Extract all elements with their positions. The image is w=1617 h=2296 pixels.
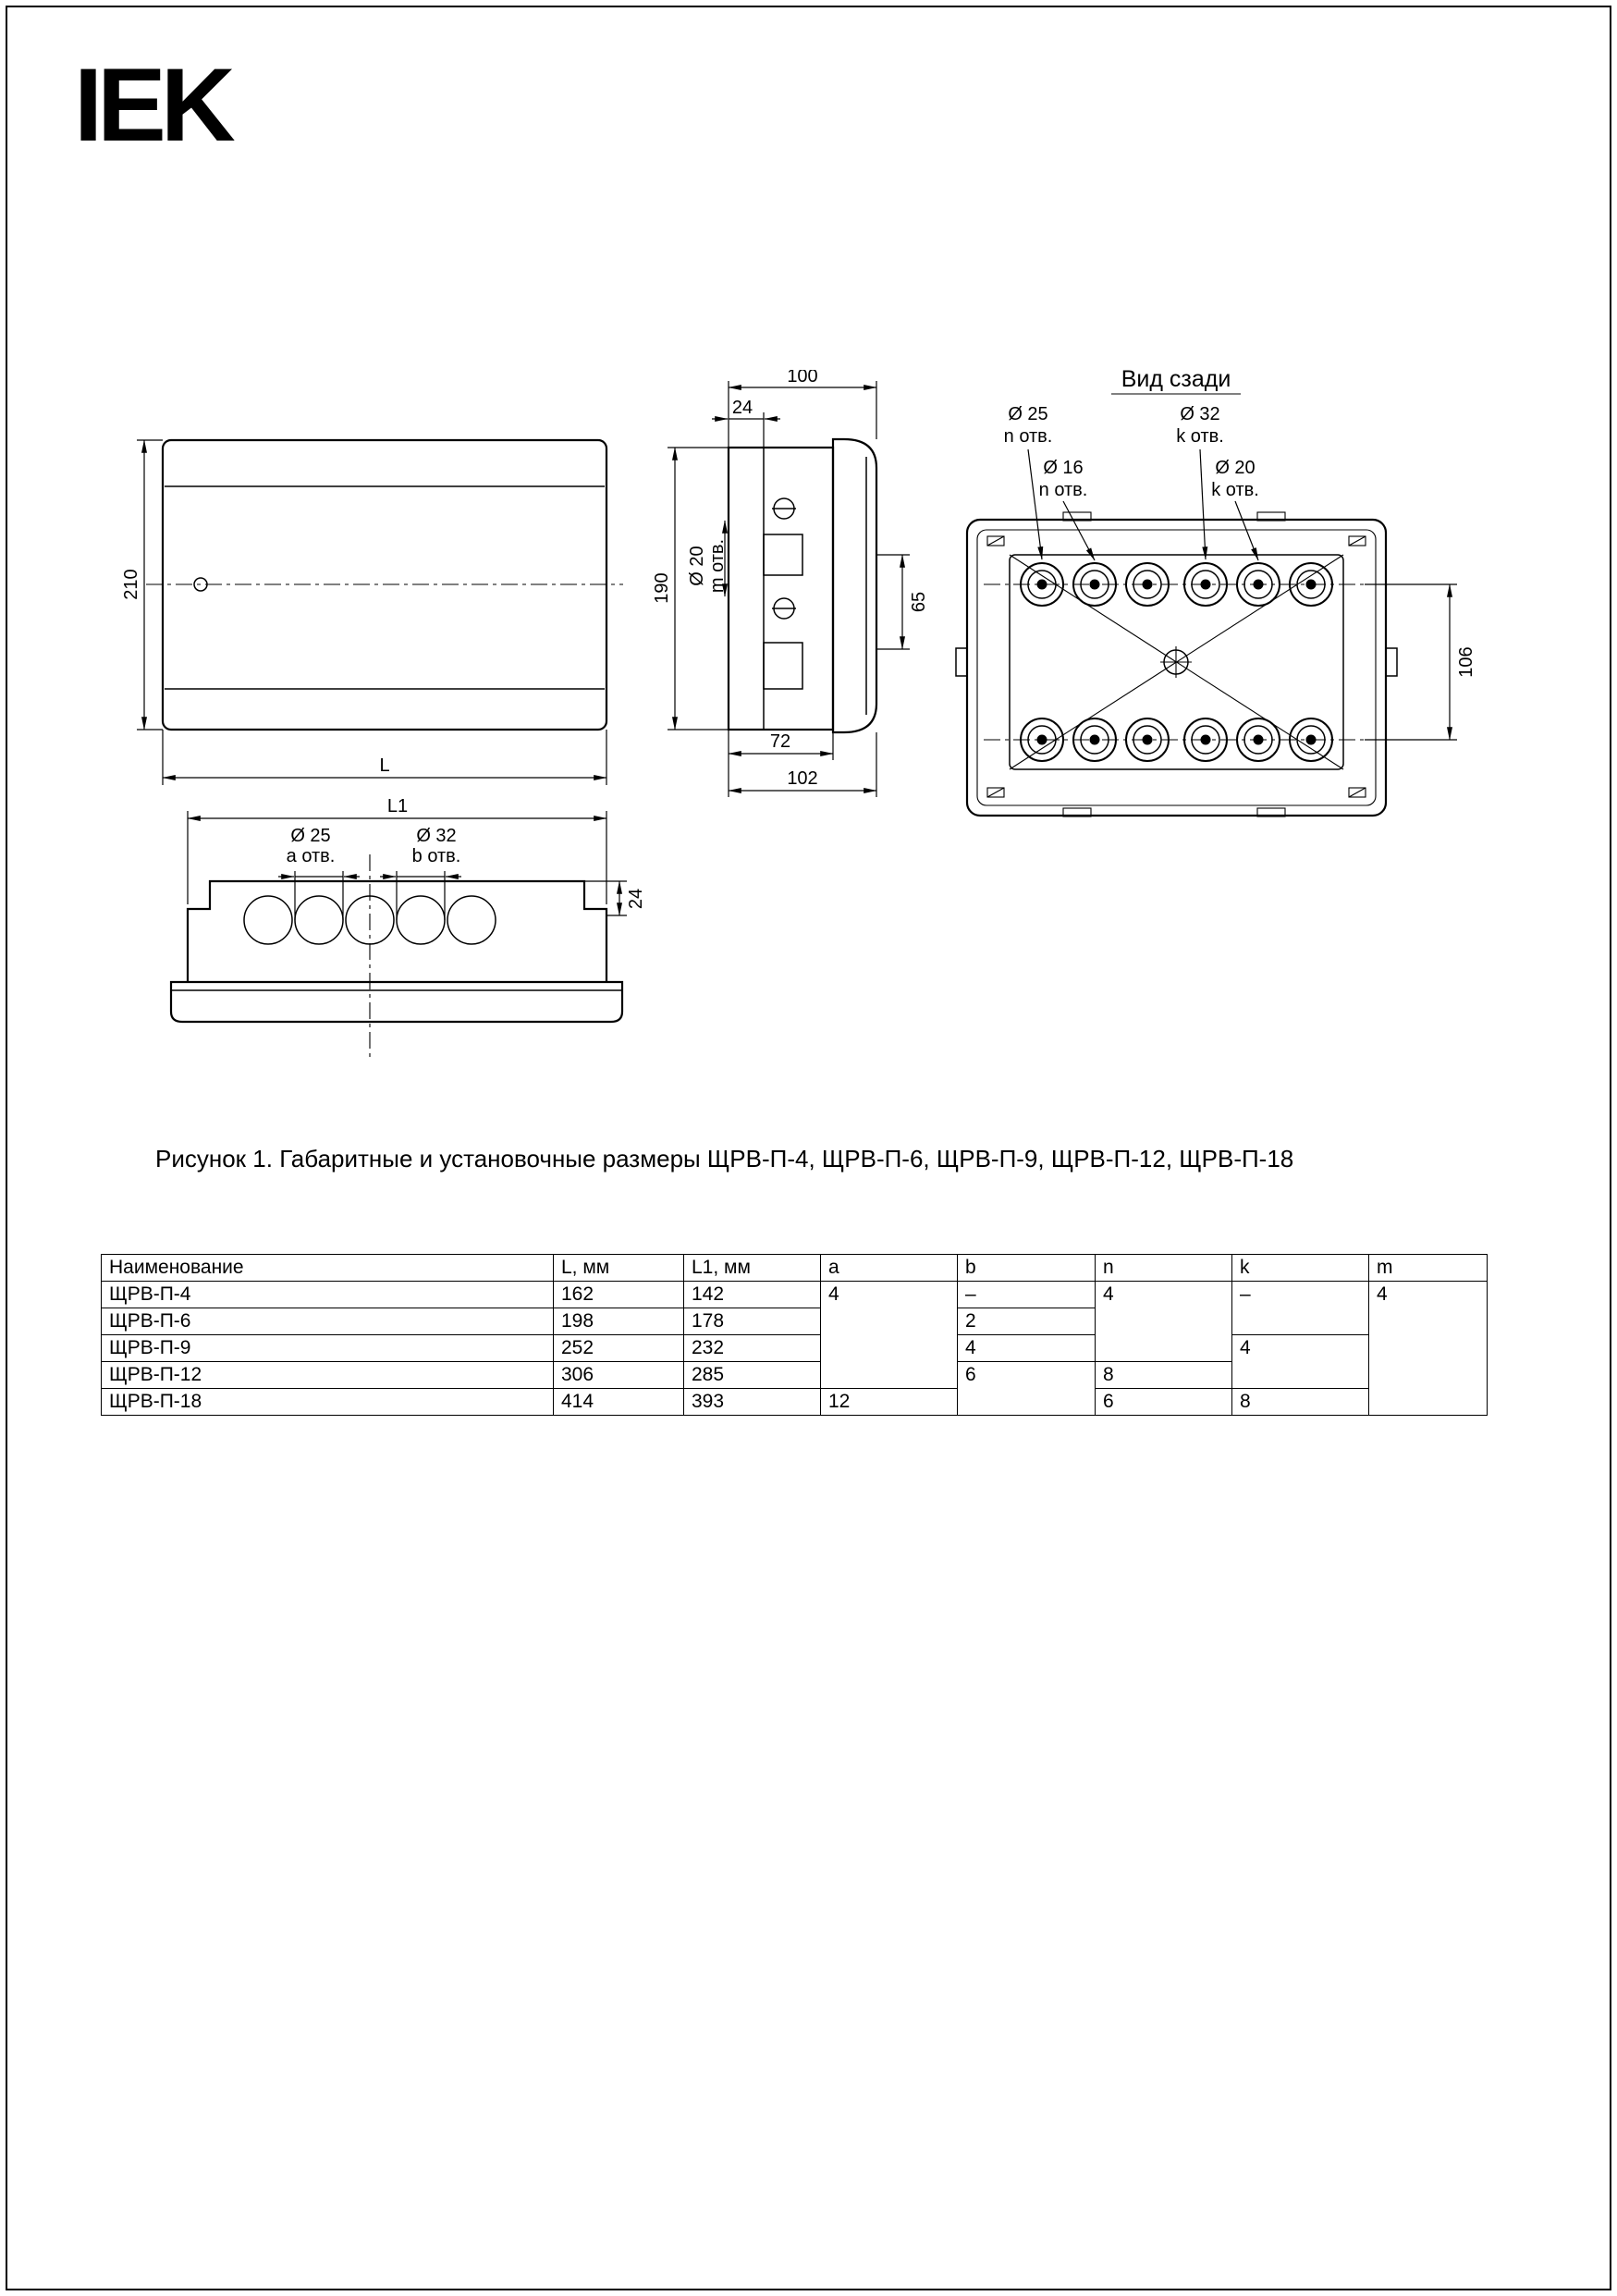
cell-l1: 142 [684,1282,821,1308]
back-view-drawing [925,361,1498,878]
dia-20-holes-label: k отв. [1211,480,1259,500]
dim-102-label: 102 [787,768,818,789]
dia-a-label: Ø 25 [290,826,331,846]
knockout-hole [397,896,445,944]
back-view-title: Вид сзади [1121,366,1231,392]
cell-l1: 178 [684,1308,821,1335]
back-view-title-group [1111,366,1241,394]
side-view-drawing [647,370,966,814]
dim-24-side-label: 24 [731,398,753,418]
cell-l1: 232 [684,1335,821,1362]
col-header-k: k [1232,1255,1369,1282]
dim-24-bottom-label: 24 [626,888,646,910]
col-header-m: m [1369,1255,1488,1282]
dia-25-holes-label: n отв. [1003,426,1053,447]
side-view-body [729,439,876,732]
dim-210-label: 210 [121,569,141,600]
front-view-box [146,440,623,730]
cell-l: 162 [554,1282,684,1308]
knockout-hole [295,896,343,944]
cell-a: 4 [821,1282,958,1389]
dia-16-label: Ø 16 [1043,458,1084,478]
cell-l: 198 [554,1308,684,1335]
dim-100-label: 100 [787,370,818,387]
lid-profile [833,439,876,732]
cell-n: 8 [1096,1362,1232,1389]
dia-32-label: Ø 32 [1180,404,1220,424]
cell-b: 4 [958,1335,1096,1362]
cell-b: – [958,1282,1096,1308]
figure-caption: Рисунок 1. Габаритные и установочные размеры ЩРВ-П-4, ЩРВ-П-6, ЩРВ-П-9, ЩРВ-П-12, ЩРВ-П-18 [155,1145,1294,1173]
dim-190-label: 190 [652,572,672,604]
dia-a-holes-label: a отв. [286,846,336,866]
side-view-dimensions [652,370,929,797]
cell-name: ЩРВ-П-6 [102,1308,554,1335]
dia-b-holes-label: b отв. [411,846,461,866]
knockout-hole [244,896,292,944]
cell-k: 8 [1232,1389,1369,1416]
cell-m: 4 [1369,1282,1488,1416]
bottom-view-dimensions [188,796,646,920]
front-view-drawing [111,407,721,804]
cell-n: 4 [1096,1282,1232,1362]
col-header-n: n [1096,1255,1232,1282]
col-header-a: a [821,1255,958,1282]
dim-L1-label: L1 [386,796,409,816]
dim-L-label: L [379,755,390,776]
dia-m-holes-label: m отв. [707,538,728,594]
dia-25-label: Ø 25 [1008,404,1048,424]
dia-16-holes-label: n отв. [1038,480,1088,500]
bottom-view-drawing [111,793,721,1082]
table-row [102,1335,1488,1362]
cell-b: 2 [958,1308,1096,1335]
iek-logo: IEK [74,47,230,163]
col-header-b: b [958,1255,1096,1282]
side-tab [1386,648,1397,676]
cell-n: 6 [1096,1389,1232,1416]
front-view-dimensions [121,440,606,785]
cell-name: ЩРВ-П-18 [102,1389,554,1416]
cell-k: 4 [1232,1335,1369,1389]
cell-k: – [1232,1282,1369,1335]
table-row [102,1389,1488,1416]
cell-l: 414 [554,1389,684,1416]
cell-name: ЩРВ-П-9 [102,1335,554,1362]
table-header-row [102,1255,1488,1282]
col-header-l: L, мм [554,1255,684,1282]
dia-b-label: Ø 32 [416,826,457,846]
cell-name: ЩРВ-П-12 [102,1362,554,1389]
cell-l: 252 [554,1335,684,1362]
dimension-table [101,1254,1488,1416]
dim-106-label: 106 [1456,646,1476,678]
cell-a: 12 [821,1389,958,1416]
cell-l: 306 [554,1362,684,1389]
dia-20-label: Ø 20 [1215,458,1256,478]
knockout-hole [447,896,496,944]
back-view-body [956,512,1397,816]
col-header-name: Наименование [102,1255,554,1282]
dia-32-holes-label: k отв. [1176,426,1224,447]
cell-b: 6 [958,1362,1096,1416]
dia-m-label: Ø 20 [687,546,707,586]
side-tab [956,648,967,676]
col-header-l1: L1, мм [684,1255,821,1282]
dim-65-label: 65 [909,591,929,613]
cell-l1: 393 [684,1389,821,1416]
cell-l1: 285 [684,1362,821,1389]
dim-72-label: 72 [769,731,791,752]
cell-name: ЩРВ-П-4 [102,1282,554,1308]
table-row [102,1282,1488,1308]
